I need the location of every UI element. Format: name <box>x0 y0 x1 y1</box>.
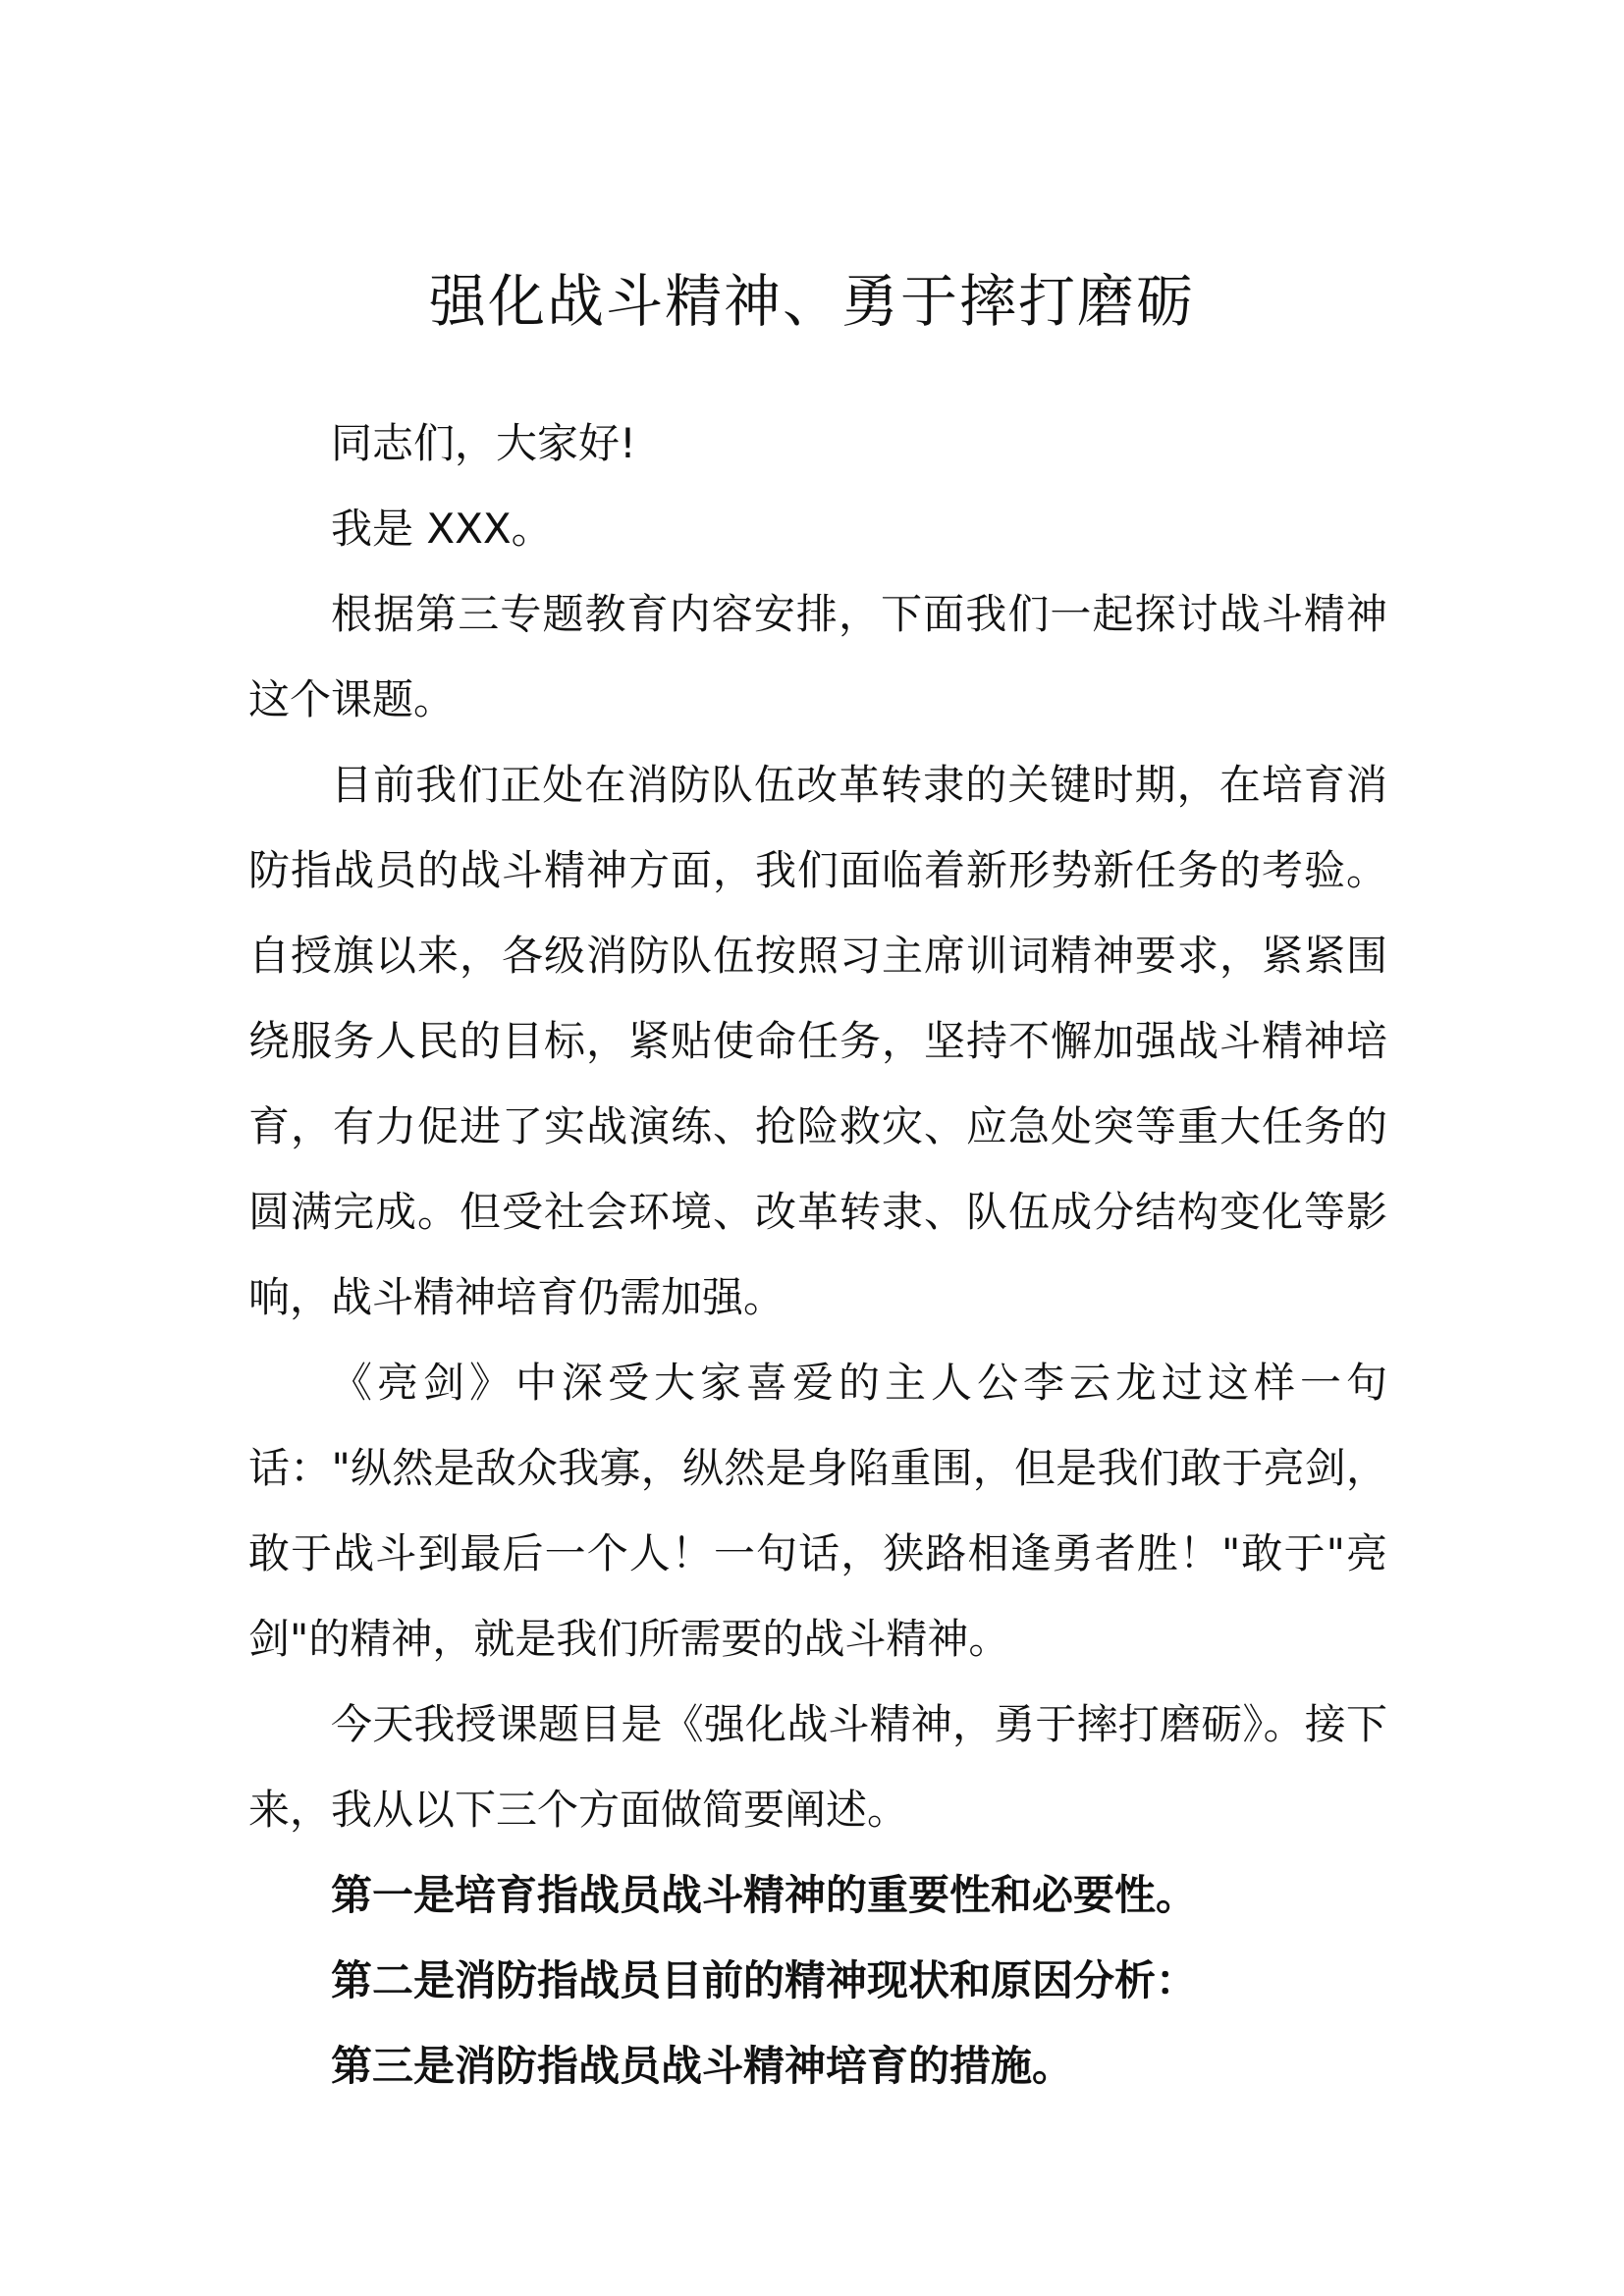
outline-item-3: 第三是消防指战员战斗精神培育的措施。 <box>331 2042 1074 2090</box>
document-body <box>248 400 1387 2109</box>
topic-intro-paragraph: 根据第三专题教育内容安排，下面我们一起探讨战斗精神这个课题。 <box>248 590 1387 723</box>
outline-item-2: 第二是消防指战员目前的精神现状和原因分析： <box>331 1956 1198 2004</box>
greeting-paragraph: 同志们，大家好! <box>331 419 636 467</box>
background-paragraph: 目前我们正处在消防队伍改革转隶的关键时期，在培育消防指战员的战斗精神方面，我们面临着新形势新任务的考验。自授旗以来，各级消防队伍按照习主席训词精神要求，紧紧围绕服务人民的目标，紧贴使命任务，坚持不懈加强战斗精神培育，有力促进了实战演练、抢险救灾、应急处突等重大任务的圆满完成。但受社会环境、改革转隶、队伍成分结构变化等影响，战斗精神培育仍需加强。 <box>248 761 1387 1321</box>
self-introduction-paragraph: 我是 XXX。 <box>331 505 553 553</box>
outline-item-1: 第一是培育指战员战斗精神的重要性和必要性。 <box>331 1871 1198 1919</box>
lesson-title-paragraph: 今天我授课题目是《强化战斗精神，勇于摔打磨砺》。接下来，我从以下三个方面做简要阐述。 <box>248 1700 1387 1834</box>
document-title: 强化战斗精神、勇于摔打磨砺 <box>428 267 1195 335</box>
quote-paragraph: 《亮剑》中深受大家喜爱的主人公李云龙过这样一句话："纵然是敌众我寡，纵然是身陷重围，但是我们敢于亮剑，敢于战斗到最后一个人！一句话，狭路相逢勇者胜！"敢于"亮剑"的精神，就是我们所需要的战斗精神。 <box>248 1359 1387 1663</box>
